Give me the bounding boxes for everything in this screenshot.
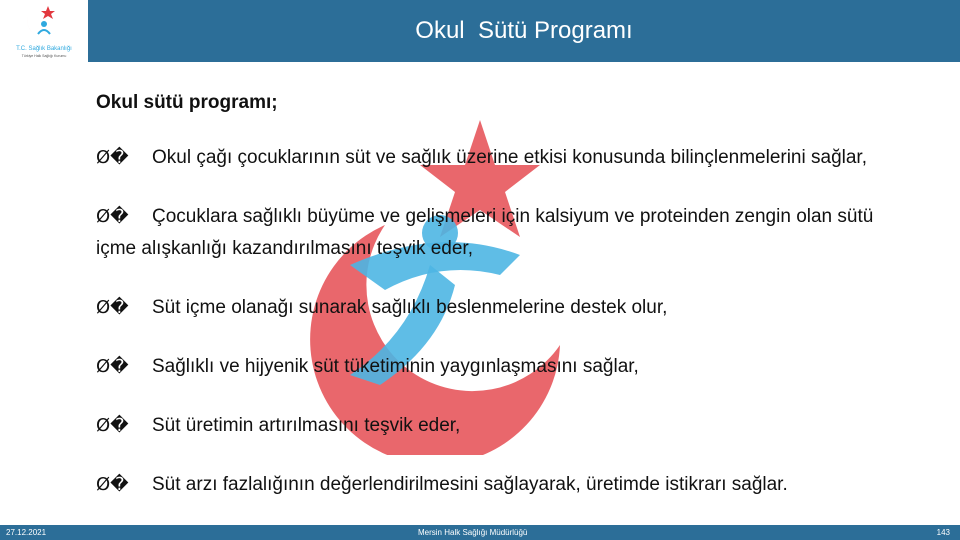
slide-content bbox=[96, 92, 916, 528]
page-title: Okul Sütü Programı bbox=[415, 17, 633, 44]
arrow-bullet-icon: Ø� bbox=[96, 474, 129, 495]
bullet-list bbox=[96, 142, 916, 501]
list-item bbox=[96, 201, 916, 265]
bullet-text: Süt arzı fazlalığının değerlendirilmesini sağlayarak, üretimde istikrarı sağlar. bbox=[152, 474, 788, 495]
arrow-bullet-icon: Ø� bbox=[96, 297, 129, 318]
list-item bbox=[96, 469, 916, 501]
svg-text:T.C. Sağlık Bakanlığı: T.C. Sağlık Bakanlığı bbox=[16, 46, 72, 52]
bullet-text: Sağlıklı ve hijyenik süt tüketiminin yaygınlaşmasını sağlar, bbox=[152, 356, 639, 377]
list-item bbox=[96, 292, 916, 324]
arrow-bullet-icon: Ø� bbox=[96, 356, 129, 377]
arrow-bullet-icon: Ø� bbox=[96, 147, 129, 168]
footer-bar bbox=[0, 525, 960, 540]
footer-organization: Mersin Halk Sağlığı Müdürlüğü bbox=[418, 528, 528, 537]
page-number: 143 bbox=[936, 528, 950, 537]
ministry-logo-icon bbox=[0, 0, 88, 62]
bullet-text: Okul çağı çocuklarının süt ve sağlık üzerine etkisi konusunda bilinçlenmelerini sağlar, bbox=[152, 147, 867, 168]
bullet-text: Süt içme olanağı sunarak sağlıklı beslenmelerine destek olur, bbox=[152, 297, 668, 318]
footer-date: 27.12.2021 bbox=[6, 528, 47, 537]
svg-text:Türkiye Halk Sağlığı Kurumu: Türkiye Halk Sağlığı Kurumu bbox=[21, 54, 67, 58]
arrow-bullet-icon: Ø� bbox=[96, 206, 129, 227]
ministry-logo bbox=[0, 0, 88, 62]
list-item bbox=[96, 142, 916, 174]
title-bar bbox=[0, 0, 960, 62]
list-item bbox=[96, 351, 916, 383]
section-heading: Okul sütü programı; bbox=[96, 92, 278, 113]
bullet-text: Süt üretimin artırılmasını teşvik eder, bbox=[152, 415, 461, 436]
list-item bbox=[96, 410, 916, 442]
arrow-bullet-icon: Ø� bbox=[96, 415, 129, 436]
bullet-text: Çocuklara sağlıklı büyüme ve gelişmeleri için kalsiyum ve proteinden zengin olan sütü içme alışkanlığı kazandırılmasını teşvik eder, bbox=[96, 206, 874, 259]
